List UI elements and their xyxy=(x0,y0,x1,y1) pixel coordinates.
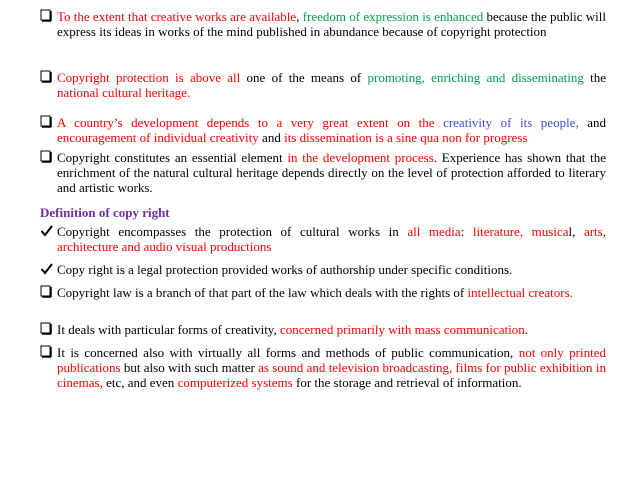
text: Copyright encompasses the protection of cultural works in xyxy=(57,224,408,239)
red-text: national cultural heritage. xyxy=(57,85,191,100)
text: and xyxy=(578,115,607,130)
bullet-item xyxy=(40,224,606,254)
red-text: literature, musica xyxy=(472,224,569,239)
text: etc, and even xyxy=(102,375,178,390)
text: Copy right is a legal protection provided works of authorship under specific conditions. xyxy=(57,262,513,277)
bullet-text xyxy=(40,345,606,390)
red-text: To the extent that creative works are available xyxy=(57,9,297,24)
text: , xyxy=(296,9,303,24)
red-text: Copyright protection is above all xyxy=(57,70,241,85)
red-text: not only printed publications xyxy=(57,345,606,375)
bullet-text xyxy=(40,150,606,195)
bullet-item xyxy=(40,345,606,390)
checkbox-empty-icon xyxy=(40,150,53,163)
text: the xyxy=(583,70,606,85)
text: : xyxy=(460,224,473,239)
text: because the public will express its ideas in works of the mind published in abundance because of copyright protection xyxy=(57,9,606,39)
bullet-text xyxy=(40,70,606,100)
bullet-item xyxy=(40,285,606,300)
bullet-item xyxy=(40,262,606,277)
bullet-item xyxy=(40,9,606,39)
text: for the storage and retrieval of information. xyxy=(292,375,522,390)
red-text: as sound and television broadcasting, films for public exhibition in cinemas, xyxy=(57,360,606,390)
checkmark-icon xyxy=(40,224,53,237)
checkbox-empty-icon xyxy=(40,345,53,358)
bullet-text xyxy=(40,285,606,300)
red-text: in the development process xyxy=(287,150,434,165)
checkbox-empty-icon xyxy=(40,322,53,335)
checkbox-empty-icon xyxy=(40,9,53,22)
text: l, xyxy=(568,224,584,239)
bullet-item xyxy=(40,322,606,337)
bullet-item xyxy=(40,150,606,195)
red-text: its dissemination is a sine qua non for progress xyxy=(284,130,528,145)
definition-heading: Definition of copy right xyxy=(40,205,170,220)
text: Copyright law is a branch of that part of the law which deals with the rights of xyxy=(57,285,468,300)
red-text: A country’s development depends to a very great extent on the xyxy=(57,115,444,130)
red-text: all media xyxy=(407,224,461,239)
text: It deals with particular forms of creativity, xyxy=(57,322,280,337)
text: and xyxy=(258,130,285,145)
checkbox-empty-icon xyxy=(40,285,53,298)
text: It is concerned also with virtually all forms and methods of public communication, xyxy=(57,345,519,360)
bullet-text xyxy=(40,322,606,337)
bullet-item xyxy=(40,115,606,145)
bullet-item xyxy=(40,70,606,100)
checkmark-icon xyxy=(40,262,53,275)
text: but also with such matter xyxy=(120,360,259,375)
checkbox-empty-icon xyxy=(40,115,53,128)
text: . Experience has shown that the enrichment of the natural cultural heritage depends directly on the level of protection afforded to literary and artistic works. xyxy=(57,150,606,195)
text: one of the means of xyxy=(240,70,368,85)
red-text: intellectual creators. xyxy=(467,285,573,300)
red-text: concerned primarily with mass communication xyxy=(279,322,525,337)
red-text: computerized systems xyxy=(177,375,293,390)
checkbox-empty-icon xyxy=(40,70,53,83)
text: . xyxy=(524,322,528,337)
green-text: freedom of expression is enhanced xyxy=(302,9,484,24)
blue-text: creativity of its people, xyxy=(443,115,579,130)
bullet-text xyxy=(40,9,606,39)
bullet-text xyxy=(40,115,606,145)
bullet-text xyxy=(40,262,606,277)
red-text: encouragement of individual creativity xyxy=(57,130,259,145)
green-text: promoting, enriching and disseminating xyxy=(367,70,584,85)
text: Copyright constitutes an essential element xyxy=(57,150,288,165)
red-text: arts, architecture and audio visual productions xyxy=(57,224,606,254)
bullet-text xyxy=(40,224,606,254)
